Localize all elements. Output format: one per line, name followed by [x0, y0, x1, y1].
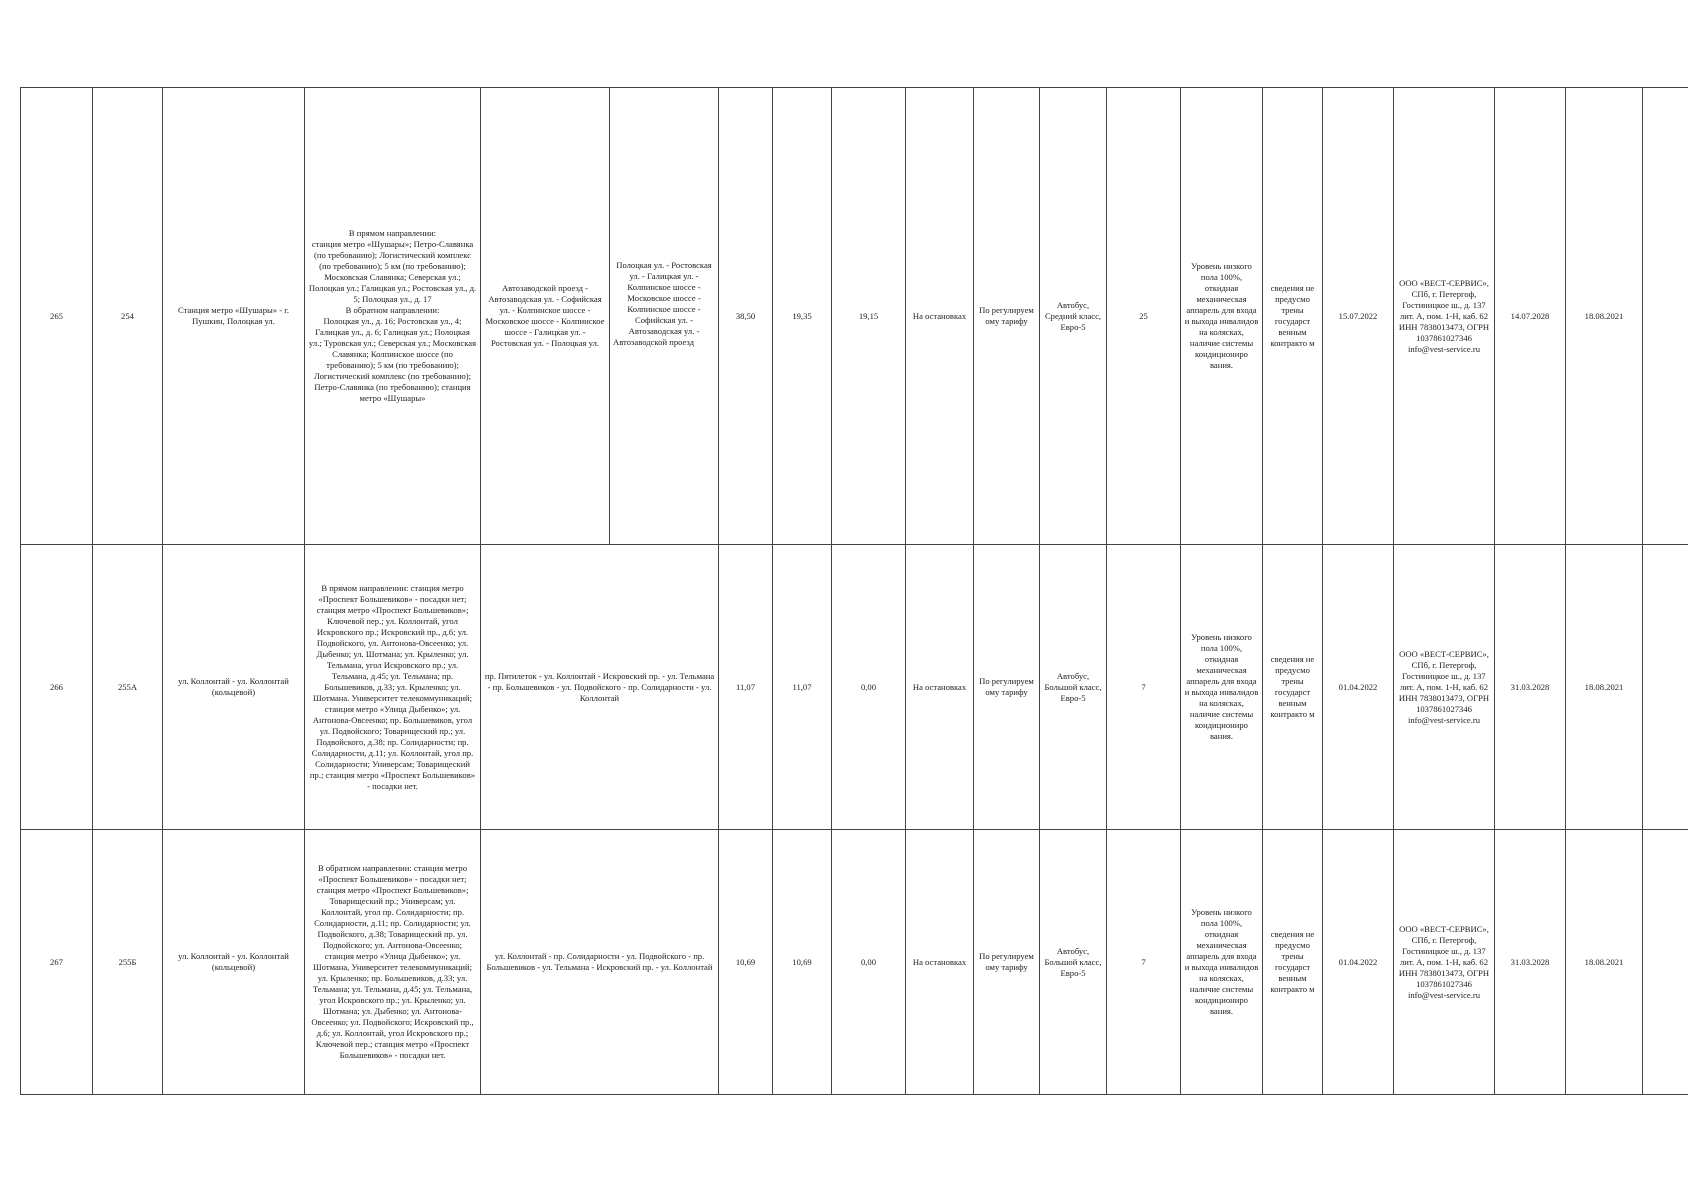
vehicle-count-cell: 7	[1107, 830, 1181, 1095]
characteristics-cell: Уровень низкого пола 100%, откидная механическая аппарель для входа и выхода инвалидов на колясках, наличие системы кондициониро вания.	[1181, 88, 1263, 545]
characteristics-cell: Уровень низкого пола 100%, откидная механическая аппарель для входа и выхода инвалидов на колясках, наличие системы кондициониро вания.	[1181, 830, 1263, 1095]
length-backward-cell: 0,00	[832, 830, 906, 1095]
empty-cell	[1643, 830, 1688, 1095]
reg-number-cell: 265	[21, 88, 93, 545]
vehicle-cell: Автобус, Средний класс, Евро-5	[1040, 88, 1107, 545]
start-date-cell: 01.04.2022	[1323, 830, 1394, 1095]
vehicle-cell: Автобус, Большой класс, Евро-5	[1040, 830, 1107, 1095]
streets-forward-cell: Автозаводской проезд - Автозаводская ул. - Софийская ул. - Колпинское шоссе - Московское шоссе - Колпинское шоссе - Галицкая ул. - Ростовская ул. - Полоцкая ул.	[481, 88, 610, 545]
reg-number-cell: 266	[21, 545, 93, 830]
streets-cell: пр. Пятилеток - ул. Коллонтай - Искровский пр. - ул. Тельмана - пр. Большевиков - ул. Подвойского - пр. Солидарности - ул. Коллонтай	[481, 545, 719, 830]
streets-backward-cell: Полоцкая ул. - Ростовская ул. - Галицкая ул. - Колпинское шоссе - Московское шоссе - Колпинское шоссе - Софийская ул. - Автозаводская ул. - Автозаводской проезд	[610, 88, 719, 545]
table-row	[21, 830, 1688, 1095]
length-backward-cell: 19,15	[832, 88, 906, 545]
route-name-cell: ул. Коллонтай - ул. Коллонтай (кольцевой)	[163, 545, 305, 830]
route-registry-table	[20, 87, 1688, 1095]
end-date-cell: 31.03.2028	[1495, 545, 1566, 830]
reg-number-cell: 267	[21, 830, 93, 1095]
characteristics-cell: Уровень низкого пола 100%, откидная механическая аппарель для входа и выхода инвалидов на колясках, наличие системы кондициониро вания.	[1181, 545, 1263, 830]
route-number-cell: 255А	[93, 545, 163, 830]
end-date-cell: 14.07.2028	[1495, 88, 1566, 545]
length-total-cell: 11,07	[719, 545, 773, 830]
stops-cell: В прямом направлении: станция метро «Шушары»; Петро-Славянка (по требованию); Логистический комплекс (по требованию); 5 км (по требованию); Московская Славянка; Северская ул.; Полоцкая ул.; Галицкая ул.; Ростовская ул., д. 5; Полоцкая ул., д. 17 В обратном направлении: Полоцкая ул., д. 16; Ростовская ул., 4; Галицкая ул., д. 6; Галицкая ул.; Полоцкая ул.; Туровская ул.; Северская ул.; Московская Славянка; Колпинское шоссе (по требованию); 5 км (по требованию); Логистический комплекс (по требованию); Петро-Славянка (по требованию); станция метро «Шушары»	[305, 88, 481, 545]
carrier-cell: ООО «ВЕСТ-СЕРВИС», СПб, г. Петергоф, Гостиницкое ш., д. 137 лит. А, пом. 1-Н, каб. 62 ИНН 7838013473, ОГРН 1037861027346 info@vest-service.ru	[1394, 545, 1495, 830]
contract-cell: сведения не предусмо трены государст венным контракто м	[1263, 830, 1323, 1095]
stops-cell: В обратном направлении: станция метро «Проспект Большевиков» - посадки нет; станция метро «Проспект Большевиков»; Товарищеский пр.; Универсам; ул. Коллонтай, угол пр. Солидарности; пр. Солидарности, д.11; пр. Солидарности; ул. Подвойского, д.38; Товарищеский пр. ул. Подвойского; ул. Антонова-Овсеенко; станция метро «Улица Дыбенко»; ул. Шотмана, Университет телекоммуникаций; ул. Крыленко; пр. Большевиков, д.33; ул. Тельмана; ул. Тельмана, д.45; ул. Тельмана, угол Искровского пр.; ул. Крыленко; ул. Шотмана; ул. Дыбенко; ул. Антонова-Овсеенко; ул. Подвойского; Искровский пр., д.6; ул. Коллонтай, угол Искровского пр.; Ключевой пер.; станция метро «Проспект Большевиков» - посадки нет.	[305, 830, 481, 1095]
end-date-cell: 31.03.2028	[1495, 830, 1566, 1095]
route-number-cell: 254	[93, 88, 163, 545]
reg-date-cell: 18.08.2021	[1566, 545, 1643, 830]
start-date-cell: 01.04.2022	[1323, 545, 1394, 830]
route-name-cell: Станция метро «Шушары» - г. Пушкин, Полоцкая ул.	[163, 88, 305, 545]
contract-cell: сведения не предусмо трены государст венным контракто м	[1263, 88, 1323, 545]
length-total-cell: 38,50	[719, 88, 773, 545]
contract-cell: сведения не предусмо трены государст венным контракто м	[1263, 545, 1323, 830]
length-forward-cell: 19,35	[773, 88, 832, 545]
route-name-cell: ул. Коллонтай - ул. Коллонтай (кольцевой)	[163, 830, 305, 1095]
empty-cell	[1643, 88, 1688, 545]
table-row	[21, 545, 1688, 830]
stop-order-cell: На остановках	[906, 88, 974, 545]
stop-order-cell: На остановках	[906, 545, 974, 830]
table-row	[21, 88, 1688, 545]
stop-order-cell: На остановках	[906, 830, 974, 1095]
tariff-cell: По регулируем ому тарифу	[974, 88, 1040, 545]
vehicle-count-cell: 7	[1107, 545, 1181, 830]
vehicle-cell: Автобус, Большой класс, Евро-5	[1040, 545, 1107, 830]
length-forward-cell: 10,69	[773, 830, 832, 1095]
carrier-cell: ООО «ВЕСТ-СЕРВИС», СПб, г. Петергоф, Гостиницкое ш., д. 137 лит. А, пом. 1-Н, каб. 62 ИНН 7838013473, ОГРН 1037861027346 info@vest-service.ru	[1394, 830, 1495, 1095]
tariff-cell: По регулируем ому тарифу	[974, 545, 1040, 830]
carrier-cell: ООО «ВЕСТ-СЕРВИС», СПб, г. Петергоф, Гостиницкое ш., д. 137 лит. А, пом. 1-Н, каб. 62 ИНН 7838013473, ОГРН 1037861027346 info@vest-service.ru	[1394, 88, 1495, 545]
streets-cell: ул. Коллонтай - пр. Солидарности - ул. Подвойского - пр. Большевиков - ул. Тельмана - Искровский пр. - ул. Коллонтай	[481, 830, 719, 1095]
start-date-cell: 15.07.2022	[1323, 88, 1394, 545]
empty-cell	[1643, 545, 1688, 830]
route-number-cell: 255Б	[93, 830, 163, 1095]
length-forward-cell: 11,07	[773, 545, 832, 830]
length-total-cell: 10,69	[719, 830, 773, 1095]
tariff-cell: По регулируем ому тарифу	[974, 830, 1040, 1095]
reg-date-cell: 18.08.2021	[1566, 88, 1643, 545]
length-backward-cell: 0,00	[832, 545, 906, 830]
stops-cell: В прямом направлении: станция метро «Проспект Большевиков» - посадки нет; станция метро «Проспект Большевиков»; Ключевой пер.; ул. Коллонтай, угол Искровского пр.; Искровский пр., д.6; ул. Подвойского, ул. Антонова-Овсеенко; ул. Дыбенко; ул. Шотмана; ул. Крыленко; ул. Тельмана, угол Искровского пр.; ул. Тельмана, д.45; ул. Тельмана; пр. Большевиков, д.33; ул. Крыленко; ул. Шотмана. Университет телекоммуникаций; станция метро «Улица Дыбенко»; ул. Антонова-Овсеенко; пр. Большевиков, угол ул. Подвойского; Товарищеский пр.; ул. Подвойского, д.38; пр. Солидарности; пр. Солидарности, д.11; ул. Коллонтай, угол пр. Солидарности; Универсам; Товарищеский пр.; станция метро «Проспект Большевиков» - посадки нет.	[305, 545, 481, 830]
reg-date-cell: 18.08.2021	[1566, 830, 1643, 1095]
vehicle-count-cell: 25	[1107, 88, 1181, 545]
